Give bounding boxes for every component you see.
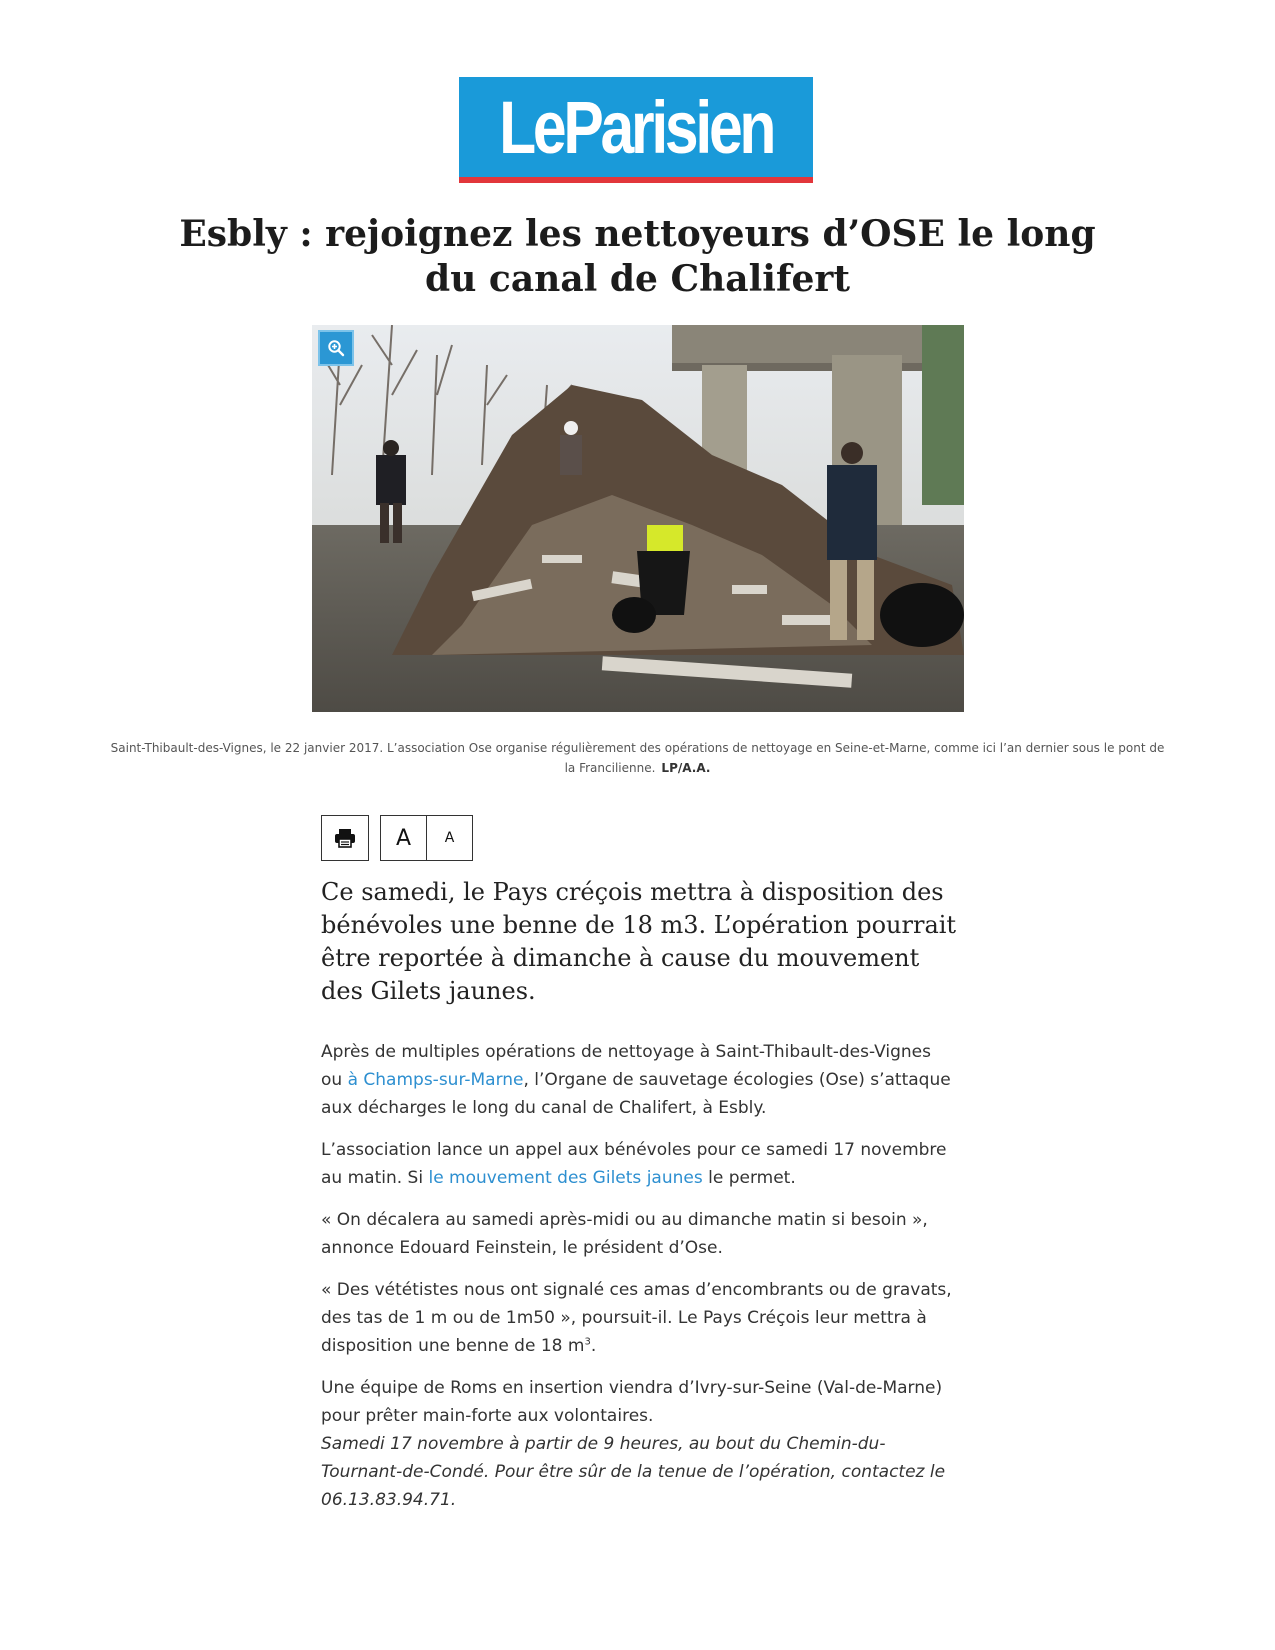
photo-credit: LP/A.A. xyxy=(661,761,711,775)
article-body xyxy=(321,1038,953,1528)
paragraph-text: « Des vététistes nous ont signalé ces amas d’encombrants ou de gravats, des tas de 1 m ou de 1m50 », poursuit-il. Le Pays Créçois leur mettra à disposition une benne de 18 m xyxy=(321,1280,952,1356)
link-gilets-jaunes[interactable]: le mouvement des Gilets jaunes xyxy=(428,1168,703,1188)
paragraph-text: L’association lance un appel aux bénévoles pour ce samedi 17 novembre au matin. Si xyxy=(321,1140,947,1188)
paragraph-text: Après de multiples opérations de nettoyage à Saint-Thibault-des-Vignes ou xyxy=(321,1042,931,1090)
logo-text: LeParisien xyxy=(498,86,774,169)
le-parisien-logo[interactable] xyxy=(459,77,813,183)
paragraph-2 xyxy=(321,1136,953,1192)
paragraph-text: , l’Organe de sauvetage écologies (Ose) s’attaque aux décharges le long du canal de Chalifert, à Esbly. xyxy=(321,1070,951,1118)
caption-text: Saint-Thibault-des-Vignes, le 22 janvier 2017. L’association Ose organise régulièrement des opérations de nettoyage en Seine-et-Marne, comme ici l’an dernier sous le pont de la Francilienne. xyxy=(110,741,1165,775)
paragraph-4 xyxy=(321,1276,953,1360)
superscript: 3 xyxy=(584,1336,591,1348)
article-tools xyxy=(321,815,473,863)
font-increase-button[interactable]: A xyxy=(381,816,427,860)
print-button[interactable] xyxy=(321,815,369,861)
article-lead: Ce samedi, le Pays créçois mettra à disposition des bénévoles une benne de 18 m3. L’opération pourrait être reportée à dimanche à cause du mouvement des Gilets jaunes. xyxy=(321,878,957,1005)
paragraph-5 xyxy=(321,1374,953,1514)
zoom-button[interactable] xyxy=(318,330,354,366)
font-decrease-button[interactable]: A xyxy=(444,830,455,846)
font-size-control xyxy=(380,815,473,861)
photo-illustration xyxy=(312,325,964,712)
article-title: Esbly : rejoignez les nettoyeurs d’OSE le long du canal de Chalifert xyxy=(179,213,1096,300)
printer-icon xyxy=(334,828,356,848)
zoom-in-icon xyxy=(327,339,345,357)
event-details: Samedi 17 novembre à partir de 9 heures, au bout du Chemin-du-Tournant-de-Condé. Pour être sûr de la tenue de l’opération, contactez le 06.13.83.94.71. xyxy=(321,1434,946,1510)
paragraph-1 xyxy=(321,1038,953,1122)
paragraph-text: Une équipe de Roms en insertion viendra d’Ivry-sur-Seine (Val-de-Marne) pour prêter main-forte aux volontaires. xyxy=(321,1378,943,1426)
paragraph-text: le permet. xyxy=(702,1168,796,1188)
paragraph-3: « On décalera au samedi après-midi ou au dimanche matin si besoin », annonce Edouard Feinstein, le président d’Ose. xyxy=(321,1210,928,1258)
link-champs-sur-marne[interactable]: à Champs-sur-Marne xyxy=(347,1070,524,1090)
article-photo[interactable] xyxy=(312,325,964,712)
paragraph-text: . xyxy=(590,1336,597,1356)
image-caption xyxy=(110,738,1165,778)
